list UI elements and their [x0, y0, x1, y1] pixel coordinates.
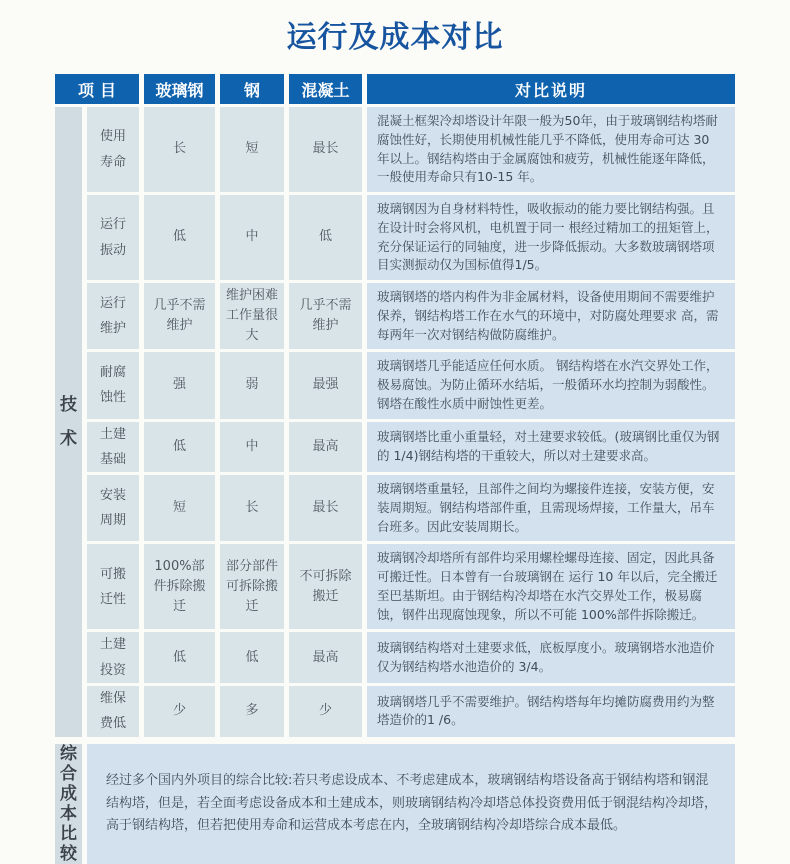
frp-value-cell: 低: [144, 422, 215, 473]
criteria-cell: 运行维护: [87, 283, 139, 349]
column-header-comparison: 对比说明: [367, 74, 735, 104]
steel-value-cell: 部分部件可拆除搬迁: [220, 544, 284, 629]
criteria-cell: 使用寿命: [87, 107, 139, 192]
frp-value-cell: 长: [144, 107, 215, 192]
frp-value-cell: 几乎不需维护: [144, 283, 215, 349]
concrete-value-cell: 不可拆除搬迁: [289, 544, 362, 629]
overall-cost-text: 经过多个国内外项目的综合比较:若只考虑设成本、不考虑建成本，玻璃钢结构塔设备高于钢结构塔和钢混结构塔，但是，若全面考虑设备成本和土建成本，则玻璃钢结构冷却塔总体投资费用低于钢混结构冷却塔，高于钢结构塔，但若把使用寿命和运营成本考虑在内，全玻璃钢结构冷却塔综合成本最低。: [87, 744, 735, 864]
criteria-cell: 安装周期: [87, 475, 139, 541]
column-header-steel: 钢: [220, 74, 284, 104]
comparison-desc-cell: 玻璃钢冷却塔所有部件均采用螺栓螺母连接、固定，因此具备可搬迁性。日本曾有一台玻璃钢在 运行 10 年以后，完全搬迁至巴基斯坦。由于钢结构冷却塔在水汽交界处工作，极易腐蚀，钢件出现腐蚀现象，所以不可能 100%部件拆除搬迁。: [367, 544, 735, 629]
steel-value-cell: 中: [220, 422, 284, 473]
comparison-desc-cell: 玻璃钢塔几乎不需要维护。钢结构塔每年均摊防腐费用约为整塔造价的1 /6。: [367, 686, 735, 737]
steel-value-cell: 维护困难工作量很大: [220, 283, 284, 349]
concrete-value-cell: 最长: [289, 107, 362, 192]
frp-value-cell: 少: [144, 686, 215, 737]
steel-value-cell: 长: [220, 475, 284, 541]
steel-value-cell: 低: [220, 632, 284, 683]
criteria-cell: 可搬迁性: [87, 544, 139, 629]
concrete-value-cell: 最长: [289, 475, 362, 541]
comparison-table: [55, 74, 735, 737]
criteria-cell: 维保费低: [87, 686, 139, 737]
concrete-value-cell: 最高: [289, 422, 362, 473]
steel-value-cell: 中: [220, 195, 284, 280]
criteria-cell: 土建投资: [87, 632, 139, 683]
criteria-cell: 耐腐蚀性: [87, 352, 139, 418]
concrete-value-cell: 少: [289, 686, 362, 737]
comparison-desc-cell: 玻璃钢因为自身材料特性，吸收振动的能力要比钢结构强。且在设计时会将风机，电机置于同一 根经过精加工的扭矩管上，充分保证运行的同轴度，进一步降低振动。大多数玻璃钢塔项目实测振动仅为国标值得1/5。: [367, 195, 735, 280]
steel-value-cell: 多: [220, 686, 284, 737]
comparison-desc-cell: 玻璃钢塔比重小重量轻，对土建要求较低。(玻璃钢比重仅为钢的 1/4)钢结构塔的干重较大，所以对土建要求高。: [367, 422, 735, 473]
column-header-item: 项目: [55, 74, 139, 104]
concrete-value-cell: 最强: [289, 352, 362, 418]
comparison-desc-cell: 玻璃钢塔几乎能适应任何水质。 钢结构塔在水汽交界处工作，极易腐蚀。为防止循环水结垢，一般循环水均控制为弱酸性。钢塔在酸性水质中耐蚀性更差。: [367, 352, 735, 418]
comparison-desc-cell: 玻璃钢结构塔对土建要求低，底板厚度小。玻璃钢塔水池造价仅为钢结构塔水池造价的 3/4。: [367, 632, 735, 683]
comparison-desc-cell: 玻璃钢塔的塔内构件为非金属材料，设备使用期间不需要维护保养，钢结构塔工作在水气的环境中，对防腐处理要求 高，需每两年一次对钢结构做防腐维护。: [367, 283, 735, 349]
category-label-technical: 技术: [55, 107, 82, 737]
overall-cost-label: 综合成本比较: [55, 744, 82, 864]
column-header-concrete: 混凝土: [289, 74, 362, 104]
concrete-value-cell: 低: [289, 195, 362, 280]
criteria-cell: 土建基础: [87, 422, 139, 473]
criteria-cell: 运行振动: [87, 195, 139, 280]
frp-value-cell: 100%部件拆除搬迁: [144, 544, 215, 629]
frp-value-cell: 强: [144, 352, 215, 418]
steel-value-cell: 短: [220, 107, 284, 192]
comparison-desc-cell: 混凝土框架冷却塔设计年限一般为50年，由于玻璃钢结构塔耐腐蚀性好，长期使用机械性能几乎不降低，使用寿命可达 30 年以上。钢结构塔由于金属腐蚀和疲劳，机械性能逐年降低，一般使用寿命只有10-15 年。: [367, 107, 735, 192]
comparison-desc-cell: 玻璃钢塔重量轻，且部件之间均为螺接件连接，安装方便，安装周期短。钢结构塔部件重，且需现场焊接，工作量大，吊车台班多。因此安装周期长。: [367, 475, 735, 541]
concrete-value-cell: 最高: [289, 632, 362, 683]
overall-cost-section: [55, 744, 735, 864]
steel-value-cell: 弱: [220, 352, 284, 418]
page-title: 运行及成本对比: [286, 20, 504, 55]
frp-value-cell: 低: [144, 195, 215, 280]
concrete-value-cell: 几乎不需维护: [289, 283, 362, 349]
column-header-frp: 玻璃钢: [144, 74, 215, 104]
frp-value-cell: 短: [144, 475, 215, 541]
frp-value-cell: 低: [144, 632, 215, 683]
